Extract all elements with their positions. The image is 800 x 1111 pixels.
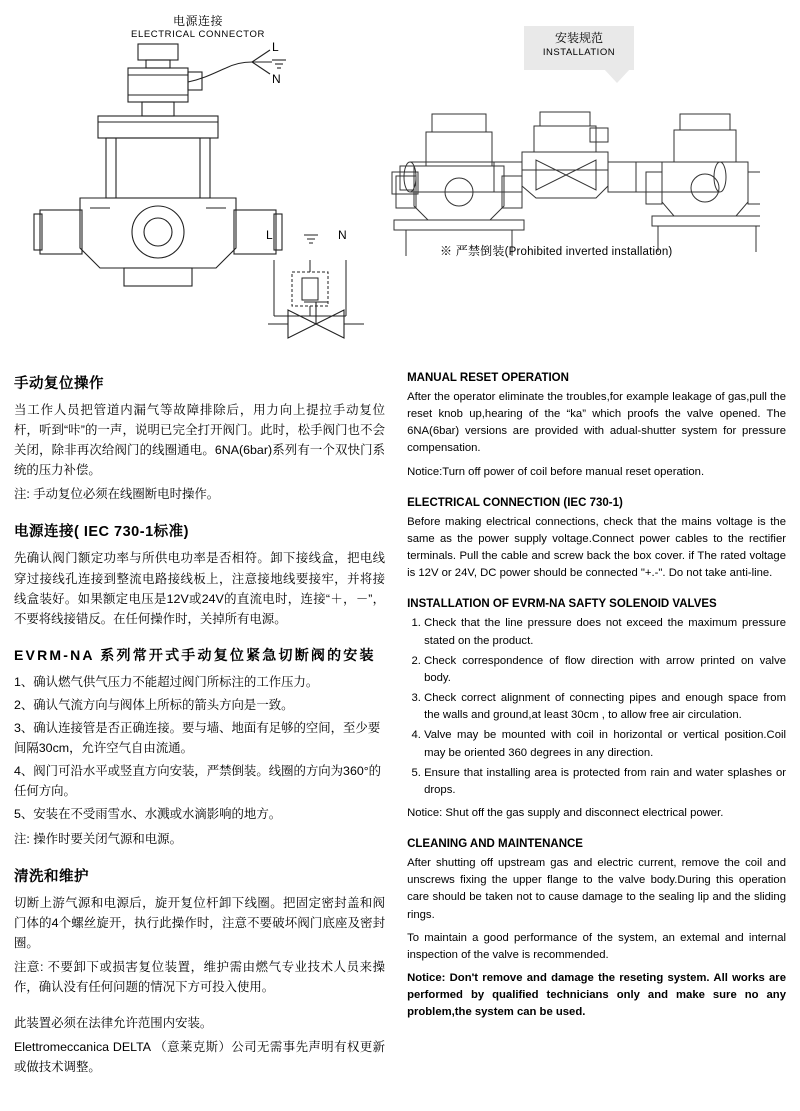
installation-note-cn: 注: 操作时要关闭气源和电源。 <box>14 831 182 846</box>
terminal-label-L: L <box>272 40 279 54</box>
installation-item-cn: 2、确认气流方向与阀体上所标的箭头方向是一致。 <box>14 697 294 712</box>
prohibited-note-en: (Prohibited inverted installation) <box>504 246 673 258</box>
manual-reset-para-1-en: After the operator eliminate the troubles,for example leakage of gas,pull the reset knob up,hearing of the “ka” which proofs the valve opened. The 6NA(6bar) versions are provided with adual-shutter system for pressure compensation. <box>407 391 786 455</box>
installation-list-cn <box>14 672 385 825</box>
block-cleaning-en <box>407 838 786 1021</box>
installation-item-en: 1. Check that the line pressure does not exceed the maximum pressure stated on the product. <box>424 615 786 649</box>
installation-callout-en: INSTALLATION <box>542 46 616 58</box>
block-manual-reset-en <box>407 372 786 481</box>
prohibited-inverted-note <box>440 242 672 259</box>
cleaning-title-cn: 清洗和维护 <box>14 868 89 885</box>
installation-orientation-drawings <box>390 110 760 260</box>
terminal-label-N: N <box>272 72 281 86</box>
cleaning-title-en: CLEANING AND MAINTENANCE <box>407 838 583 851</box>
manual-reset-note-en: Notice:Turn off power of coil before manual reset operation. <box>407 465 705 478</box>
cleaning-para-2-en: To maintain a good performance of the system, an extemal and internal inspection of the valve is recommended. <box>407 931 786 961</box>
block-electrical-connection-en <box>407 497 786 583</box>
installation-title-en: INSTALLATION OF EVRM-NA SAFTY SOLENOID VALVES <box>407 598 717 611</box>
block-cleaning-cn <box>14 865 385 997</box>
footer-para-2-cn: Elettromeccanica DELTA （意莱克斯）公司无需事先声明有权更新或做技术调整。 <box>14 1040 386 1075</box>
electrical-connector-label <box>108 14 288 41</box>
electrical-connection-para-cn: 先确认阀门额定功率与所供电功率是否相符。卸下接线盒，把电线穿过接线孔连接到整流电路接线板上，注意接地线要接牢，并将接线盒装好。如果额定电压是12V或24V的直流电时，连接“＋，－”，不要将线接错反。在任何操作时，关掉所有电源。 <box>14 551 386 626</box>
content-columns <box>0 372 800 1111</box>
schematic-label-N: N <box>338 228 347 242</box>
english-column <box>399 372 786 1093</box>
schematic-ground-icon <box>300 232 322 248</box>
block-footer-cn <box>14 1013 385 1077</box>
installation-list-en <box>407 615 786 799</box>
diagram-area <box>0 0 800 372</box>
manual-reset-title-en: MANUAL RESET OPERATION <box>407 372 569 384</box>
installation-item-cn: 4、阀门可沿水平或竖直方向安装，严禁倒装。线圈的方向为360°的任何方向。 <box>14 764 382 799</box>
installation-item-en: 5. Ensure that installing area is protected from rain and water splashes or drops. <box>424 765 786 799</box>
installation-callout <box>524 26 634 70</box>
electrical-connector-label-en: ELECTRICAL CONNECTOR <box>131 29 265 40</box>
electrical-connection-title-en: ELECTRICAL CONNECTION (IEC 730-1) <box>407 496 623 509</box>
ground-symbol-icon <box>268 56 290 74</box>
installation-item-cn: 1、确认燃气供气压力不能超过阀门所标注的工作压力。 <box>14 674 319 689</box>
footer-para-1-cn: 此装置必须在法律允许范围内安装。 <box>14 1016 213 1031</box>
electrical-connector-label-cn: 电源连接 <box>172 14 223 28</box>
cleaning-para-1-en: After shutting off upstream gas and electric current, remove the coil and unscrews fixing the upper flange to the valve body.During this operation care should be taken not to cause damage to the sealing lip and the sliding rings. <box>407 857 786 921</box>
prohibited-mark-icon: ※ <box>440 244 453 258</box>
installation-callout-cn: 安装规范 <box>554 31 603 45</box>
cleaning-para-1-cn: 切断上游气源和电源后，旋开复位杆卸下线圈。把固定密封盖和阀门体的4个螺丝旋开，执行此操作时，注意不要破坏阀门底座及密封圈。 <box>14 895 386 950</box>
callout-arrow-icon <box>604 69 630 83</box>
electrical-connection-title-cn: 电源连接( IEC 730-1标准) <box>14 524 189 541</box>
installation-title-cn: EVRM-NA 系列常开式手动复位紧急切断阀的安装 <box>14 646 376 663</box>
electrical-connection-para-en: Before making electrical connections, check that the mains voltage is the same as the power supply voltage.Connect power cables to the rectifier terminals. Pull the cable and screw back the box cover. if The rated voltage is 12V or 24V, DC power should be connected "+.-". Do not take anti-line. <box>407 515 786 580</box>
installation-item-cn: 5、安装在不受雨雪水、水溅或水滴影响的地方。 <box>14 807 282 822</box>
installation-item-en: 3. Check correct alignment of connecting pipes and enough space from the walls and ground,at least 30cm , to allow free air circulation. <box>424 690 786 724</box>
manual-reset-para-1-cn: 当工作人员把管道内漏气等故障排除后，用力向上提拉手动复位杆，听到“咔”的一声，说明已完全打开阀门。此时，松手阀门也不会关闭，除非再次给阀门的线圈通电。6NA(6bar)系列有一个双快门系统的压力补偿。 <box>14 403 386 478</box>
installation-item-en: 2. Check correspondence of flow direction with arrow printed on valve body. <box>424 653 786 687</box>
block-installation-cn <box>14 645 385 849</box>
cleaning-bold-note-en: Notice: Don't remove and damage the reseting system. All works are performed by qualified technicians only and make sure no any problem,the system can be used. <box>407 972 786 1019</box>
prohibited-note-cn: 严禁倒装 <box>455 244 505 258</box>
installation-note-en: Notice: Shut off the gas supply and disconnect electrical power. <box>407 806 724 819</box>
valve-symbol-icon <box>258 290 378 350</box>
cleaning-para-2-cn: 注意: 不要卸下或损害复位装置，维护需由燃气专业技术人员来操作，确认没有任何问题的情况下方可投入使用。 <box>14 959 386 994</box>
chinese-column <box>14 372 399 1093</box>
manual-reset-title-cn: 手动复位操作 <box>14 376 104 392</box>
installation-item-cn: 3、确认连接管是否正确连接。要与墙、地面有足够的空间，至少要间隔30cm，允许空气自由流通。 <box>14 721 381 756</box>
schematic-label-L: L <box>266 228 273 242</box>
installation-item-en: 4. Valve may be mounted with coil in horizontal or vertical position.Coil may be oriented 360 degrees in any direction. <box>424 727 786 761</box>
block-manual-reset-cn <box>14 372 385 504</box>
block-electrical-connection-cn <box>14 520 385 628</box>
block-installation-en <box>407 598 786 822</box>
manual-reset-note-cn: 注: 手动复位必须在线圈断电时操作。 <box>14 487 220 502</box>
